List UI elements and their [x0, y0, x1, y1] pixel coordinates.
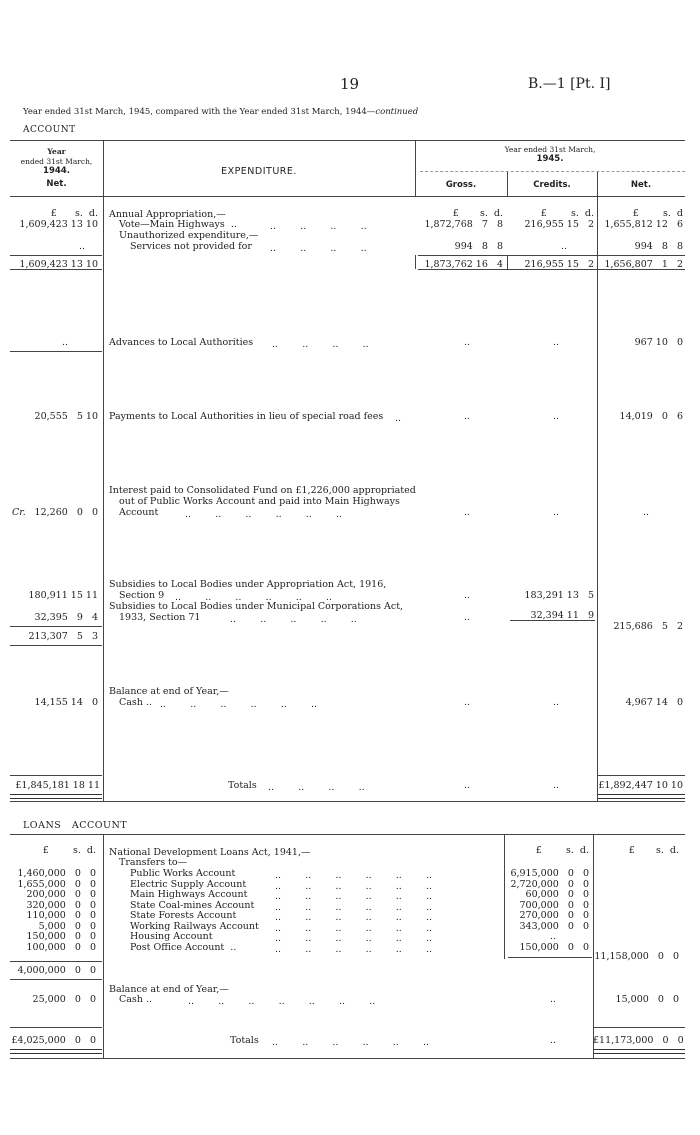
subtotal-rule: [10, 961, 102, 962]
subsidies-label: Subsidies to Local Bodies under Appropriation Act, 1916,: [109, 579, 387, 590]
loan-item-label: Public Works Account: [130, 868, 236, 879]
loan-item-label: State Forests Account: [130, 910, 237, 921]
totals-rule: [10, 1027, 102, 1028]
loan-item-transfer-value: 2,720,000 0 0: [510, 879, 589, 890]
leader-dots: .. .. .. .. .. ..: [275, 923, 433, 934]
header-bottom-rule: [10, 196, 685, 197]
gross-heading: Gross.: [445, 180, 477, 190]
prev-year-heading: 1944.: [43, 166, 70, 176]
loan-item-transfer-value: 150,000 0 0: [519, 942, 589, 953]
interest-label: Interest paid to Consolidated Fund on £1,226,000 appropriated: [109, 485, 416, 496]
units-gross: £ s. d.: [452, 208, 503, 219]
loans-account-title: LOANS ACCOUNT: [23, 820, 128, 831]
net-subsidies-value: 215,686 5 2: [613, 621, 683, 632]
gross-balance-value: ..: [463, 697, 470, 708]
loan-item-transfer-value: 60,000 0 0: [525, 889, 589, 900]
loan-item-prev-value: 5,000 0 0: [38, 921, 96, 932]
balance-label: Balance at end of Year,—: [109, 686, 229, 697]
account-title: ACCOUNT: [23, 125, 76, 135]
leader-dots: .. .. .. .. .. ..: [275, 891, 433, 902]
expenditure-heading: EXPENDITURE.: [221, 166, 297, 177]
loan-item-label: Post Office Account ..: [130, 942, 237, 953]
loans-balance-net: 15,000 0 0: [615, 994, 679, 1005]
leader-dots: .. .. .. .. .. ..: [185, 509, 343, 520]
leader-dots: .. .. .. .. .. ..: [275, 944, 433, 955]
appropriation-services-label: Services not provided for: [130, 241, 252, 252]
leader-dots: .. .. .. .. .. ..: [275, 933, 433, 944]
column-rule: [103, 140, 104, 801]
gross-vote-value: 1,872,768 7 8: [424, 219, 503, 230]
leader-dots: .. .. .. .. .. ..: [275, 912, 433, 923]
leader-dots: .. .. .. .. .. ..: [160, 699, 318, 710]
loan-item-prev-value: 100,000 0 0: [26, 942, 96, 953]
credits-balance-value: ..: [552, 697, 559, 708]
totals-rule: [598, 775, 685, 776]
page-number: 19: [340, 75, 360, 93]
gross-payments-value: ..: [463, 411, 470, 422]
prev-subsidies-total: 213,307 5 3: [28, 631, 98, 642]
loan-item-prev-value: 110,000 0 0: [26, 910, 96, 921]
loans-totals-label: Totals: [230, 1035, 259, 1046]
table-bottom-rule: [10, 801, 685, 802]
subtotal-rule: [10, 979, 102, 980]
prev-interest-value: 12,260 0 0: [34, 507, 98, 518]
credits-subsidies-1916: 183,291 13 5: [524, 590, 594, 601]
leader-dots: .. .. .. ..: [270, 221, 367, 232]
credits-subsidies-1933: 32,394 11 9: [530, 610, 594, 621]
balance-cash-label: Cash ..: [119, 697, 152, 708]
totals-rule: [594, 1027, 685, 1028]
loans-balance-prev: 25,000 0 0: [32, 994, 96, 1005]
transfers-label: Transfers to—: [119, 857, 188, 868]
double-rule: [10, 794, 102, 799]
leader-dots: .. .. .. ..: [270, 243, 367, 254]
loans-totals-prev: £4,025,000 0 0: [11, 1035, 96, 1046]
prev-grand-total: £1,845,181 18 11: [15, 780, 100, 791]
units-prev: £ s. d.: [50, 208, 98, 219]
loans-balance-label: Balance at end of Year,—: [109, 984, 229, 995]
units-credits: £ s. d.: [540, 208, 594, 219]
prev-appropriation-total: 1,609,423 13 10: [19, 259, 98, 270]
subtotal-rule: [10, 269, 102, 270]
page-subtitle: Year ended 31st March, 1945, compared with the Year ended 31st March, 1944—continued: [23, 107, 419, 117]
credits-unauth-value: ..: [560, 241, 567, 252]
leader-dots: .. .. .. .. .. ..: [275, 902, 433, 913]
loan-item-label: Housing Account: [130, 931, 213, 942]
subtotal-rule: [418, 255, 685, 256]
net-unauth-value: 994 8 8: [634, 241, 683, 252]
credit-marker: Cr.: [12, 507, 26, 518]
loans-units-net: £ s. d.: [628, 845, 679, 856]
loan-item-transfer-value: 700,000 0 0: [519, 900, 589, 911]
net-heading: Net.: [630, 180, 652, 190]
header-rule: [420, 171, 685, 172]
prev-subsidies-1933: 32,395 9 4: [34, 612, 98, 623]
loan-item-transfer-value: ..: [549, 931, 556, 942]
loans-totals-net: £11,173,000 0 0: [593, 1035, 684, 1046]
loans-units-mid: £ s. d.: [535, 845, 589, 856]
loan-item-prev-value: 320,000 0 0: [26, 900, 96, 911]
prev-net-heading: Net.: [46, 179, 67, 189]
net-grand-total: £1,892,447 10 10: [598, 780, 683, 791]
loan-item-label: Working Railways Account: [130, 921, 259, 932]
net-vote-value: 1,655,812 12 6: [604, 219, 683, 230]
leader-dots: .. .. .. .. .. ..: [275, 881, 433, 892]
totals-label: Totals: [228, 780, 257, 791]
appropriation-vote-label: Vote—Main Highways ..: [119, 219, 237, 230]
subtotal-rule: [510, 620, 595, 621]
prev-balance-value: 14,155 14 0: [34, 697, 98, 708]
row-rule: [10, 351, 102, 352]
credits-payments-value: ..: [552, 411, 559, 422]
units-net: £ s. d: [632, 208, 683, 219]
gross-interest-value: ..: [463, 507, 470, 518]
loan-item-transfer-value: 343,000 0 0: [519, 921, 589, 932]
loans-balance-cash-label: Cash ..: [119, 994, 152, 1005]
gross-subsidies-1933: ..: [463, 612, 470, 623]
credits-interest-value: ..: [552, 507, 559, 518]
net-appropriation-total: 1,656,807 1 2: [604, 259, 683, 270]
credits-heading: Credits.: [533, 180, 571, 190]
subtotal-rule: [10, 626, 102, 627]
totals-rule: [10, 775, 102, 776]
subtotal-rule: [10, 255, 102, 256]
prev-year-heading: Year: [47, 147, 66, 156]
interest-label: out of Public Works Account and paid into Main Highways: [119, 496, 400, 507]
payments-label: Payments to Local Authorities in lieu of special road fees: [109, 411, 384, 422]
net-advances-value: 967 10 0: [634, 337, 683, 348]
prev-subsidies-1916: 180,911 15 11: [28, 590, 98, 601]
loan-item-prev-value: 1,655,000 0 0: [17, 879, 96, 890]
credits-grand-total: ..: [552, 780, 559, 791]
subtotal-rule: [418, 269, 685, 270]
current-year-heading: 1945.: [536, 154, 564, 164]
loans-act-label: National Development Loans Act, 1941,—: [109, 847, 311, 858]
loans-top-rule: [10, 834, 685, 835]
subtotal-rule: [10, 645, 102, 646]
interest-label: Account: [119, 507, 159, 518]
leader-dots: ..: [395, 413, 402, 424]
leader-dots: .. .. .. .. .. ..: [175, 592, 333, 603]
credits-vote-value: 216,955 15 2: [524, 219, 594, 230]
double-rule: [598, 794, 685, 799]
prev-year-heading: ended 31st March,: [20, 157, 93, 166]
prev-unauth-value: ..: [78, 241, 85, 252]
leader-dots: .. .. .. .. ..: [230, 614, 357, 625]
double-rule: [594, 1049, 685, 1054]
credits-appropriation-total: 216,955 15 2: [524, 259, 594, 270]
loans-balance-mid: ..: [549, 994, 556, 1005]
advances-label: Advances to Local Authorities: [109, 337, 254, 348]
net-balance-value: 4,967 14 0: [625, 697, 683, 708]
loan-item-transfer-value: 6,915,000 0 0: [510, 868, 589, 879]
prev-vote-value: 1,609,423 13 10: [19, 219, 98, 230]
prev-payments-value: 20,555 5 10: [34, 411, 98, 422]
loan-item-label: State Coal-mines Account: [130, 900, 255, 911]
gross-grand-total: ..: [463, 780, 470, 791]
loan-item-transfer-value: 270,000 0 0: [519, 910, 589, 921]
document-reference: B.—1 [Pt. I]: [528, 76, 611, 92]
gross-subsidies-1916: ..: [463, 590, 470, 601]
loan-item-label: Main Highways Account: [130, 889, 248, 900]
loans-bottom-rule: [10, 1058, 685, 1059]
loans-prev-total: 4,000,000 0 0: [17, 965, 96, 976]
net-payments-value: 14,019 0 6: [619, 411, 683, 422]
gross-appropriation-total: 1,873,762 16 4: [424, 259, 503, 270]
leader-dots: .. .. .. ..: [268, 782, 365, 793]
net-interest-value: ..: [642, 507, 649, 518]
current-year-heading: Year ended 31st March,: [504, 145, 596, 154]
loan-item-prev-value: 1,460,000 0 0: [17, 868, 96, 879]
double-rule: [10, 1049, 102, 1054]
credits-advances-value: ..: [552, 337, 559, 348]
loan-item-label: Electric Supply Account: [130, 879, 247, 890]
appropriation-label: Annual Appropriation,—: [109, 209, 226, 220]
gross-advances-value: ..: [463, 337, 470, 348]
loans-units-prev: £ s. d.: [42, 845, 96, 856]
leader-dots: .. .. .. .. .. .. ..: [188, 996, 376, 1007]
subtotal-rule: [508, 957, 592, 958]
gross-unauth-value: 994 8 8: [454, 241, 503, 252]
table-top-rule: [10, 140, 685, 141]
leader-dots: .. .. .. .. .. ..: [275, 870, 433, 881]
subsidies-label: Subsidies to Local Bodies under Municipal Corporations Act,: [109, 601, 404, 612]
loans-net-transfers-total: 11,158,000 0 0: [594, 951, 679, 962]
subsidies-label: 1933, Section 71: [119, 612, 201, 623]
subsidies-label: Section 9: [119, 590, 165, 601]
loans-totals-mid: ..: [549, 1035, 556, 1046]
column-rule: [103, 834, 104, 1059]
appropriation-unauth-label: Unauthorized expenditure,—: [119, 230, 259, 241]
column-rule: [593, 834, 594, 1059]
leader-dots: .. .. .. .. .. ..: [272, 1037, 430, 1048]
loan-item-prev-value: 150,000 0 0: [26, 931, 96, 942]
leader-dots: .. .. .. ..: [272, 339, 369, 350]
loan-item-prev-value: 200,000 0 0: [26, 889, 96, 900]
prev-advances-value: ..: [61, 337, 68, 348]
